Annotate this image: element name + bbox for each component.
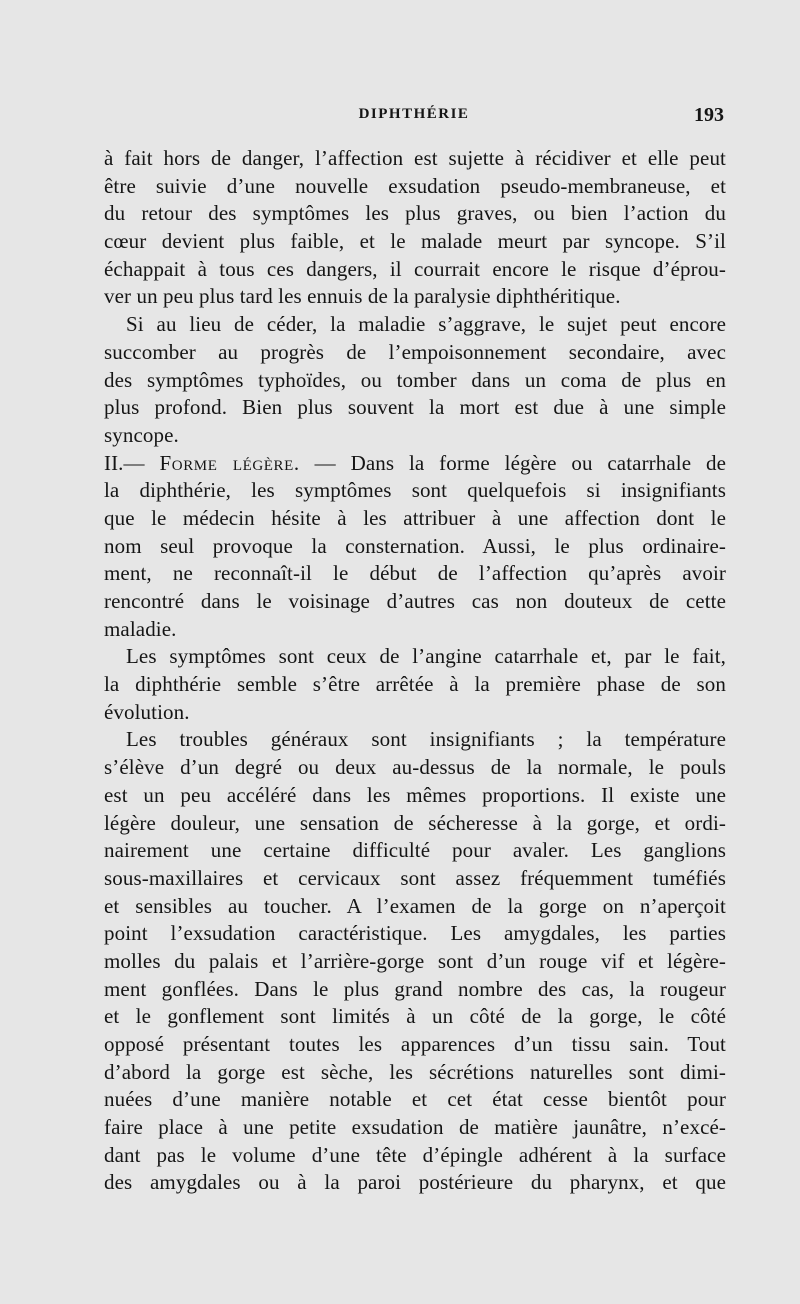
text-line: échappait à tous ces dangers, il courrait encore le risque d’éprou- xyxy=(104,256,726,281)
section-heading-line xyxy=(104,450,726,478)
text-line: Les troubles généraux sont insignifiants ; la température xyxy=(126,727,726,752)
text-line: faire place à une petite exsudation de matière jaunâtre, n’excé- xyxy=(104,1115,726,1140)
text-line: à fait hors de danger, l’affection est sujette à récidiver et elle peut xyxy=(104,146,726,170)
section-first-line: Dans la forme légère ou catarrhale de xyxy=(350,450,727,475)
text-line: sous-maxillaires et cervicaux sont assez fréquemment tuméfiés xyxy=(104,865,726,890)
text-line: évolution. xyxy=(104,699,190,724)
text-line: opposé présentant toutes les apparences d’un tissu sain. Tout xyxy=(104,1032,726,1056)
text-line: est un peu accéléré dans les mêmes proportions. Il existe une xyxy=(104,782,726,807)
text-line: succomber au progrès de l’empoisonnement secondaire, avec xyxy=(104,339,726,364)
text-line: des amygdales ou à la paroi postérieure du pharynx, et que xyxy=(104,1170,726,1195)
text-line: la diphthérie semble s’être arrêtée à la première phase de son xyxy=(104,672,726,697)
text-line: et le gonflement sont limités à un côté de la gorge, le côté xyxy=(104,1004,726,1029)
section-numeral: II.— xyxy=(104,450,145,475)
text-line: molles du palais et l’arrière-gorge sont d’un rouge vif et légère- xyxy=(104,948,726,973)
page-number: 193 xyxy=(694,104,724,126)
text-line: Si au lieu de céder, la maladie s’aggrave, le sujet peut encore xyxy=(126,312,726,337)
text-line: dant pas le volume d’une tête d’épingle adhérent à la surface xyxy=(104,1142,726,1167)
text-line: point l’exsudation caractéristique. Les amygdales, les parties xyxy=(104,921,726,946)
text-line: cœur devient plus faible, et le malade meurt par syncope. S’il xyxy=(104,229,726,254)
running-head xyxy=(104,106,724,128)
text-line: la diphthérie, les symptômes sont quelquefois si insignifiants xyxy=(104,478,726,503)
text-line: et sensibles au toucher. A l’examen de la gorge on n’aperçoit xyxy=(104,893,726,918)
text-line: nuées d’une manière notable et cet état cesse bientôt pour xyxy=(104,1087,726,1112)
running-title: DIPHTHÉRIE xyxy=(358,106,470,122)
text-line: du retour des symptômes les plus graves, ou bien l’action du xyxy=(104,201,726,226)
text-line: nairement une certaine difficulté pour avaler. Les ganglions xyxy=(104,838,726,863)
text-line: ment, ne reconnaît-il le début de l’affection qu’après avoir xyxy=(104,561,726,586)
section-heading: Forme légère. xyxy=(159,450,300,475)
text-line: syncope. xyxy=(104,422,179,447)
text-line: Les symptômes sont ceux de l’angine catarrhale et, par le fait, xyxy=(126,644,726,669)
text-line: s’élève d’un degré ou deux au-dessus de la normale, le pouls xyxy=(104,755,726,780)
text-line: des symptômes typhoïdes, ou tomber dans un coma de plus en xyxy=(104,367,726,392)
text-line: nom seul provoque la consternation. Aussi, le plus ordinaire- xyxy=(104,533,726,558)
text-line: rencontré dans le voisinage d’autres cas non douteux de cette xyxy=(104,589,726,613)
text-line: maladie. xyxy=(104,616,177,641)
text-line: ment gonflées. Dans le plus grand nombre des cas, la rougeur xyxy=(104,976,726,1001)
text-line: ver un peu plus tard les ennuis de la paralysie diphthéritique. xyxy=(104,284,621,309)
text-line: que le médecin hésite à les attribuer à une affection dont le xyxy=(104,505,726,530)
text-line: être suivie d’une nouvelle exsudation pseudo-membraneuse, et xyxy=(104,173,726,198)
text-line: légère douleur, une sensation de sécheresse à la gorge, et ordi- xyxy=(104,810,726,835)
body-text xyxy=(104,145,726,1197)
text-line: plus profond. Bien plus souvent la mort est due à une simple xyxy=(104,395,726,420)
section-dash: — xyxy=(314,450,336,475)
text-line: d’abord la gorge est sèche, les sécrétions naturelles sont dimi- xyxy=(104,1059,726,1084)
